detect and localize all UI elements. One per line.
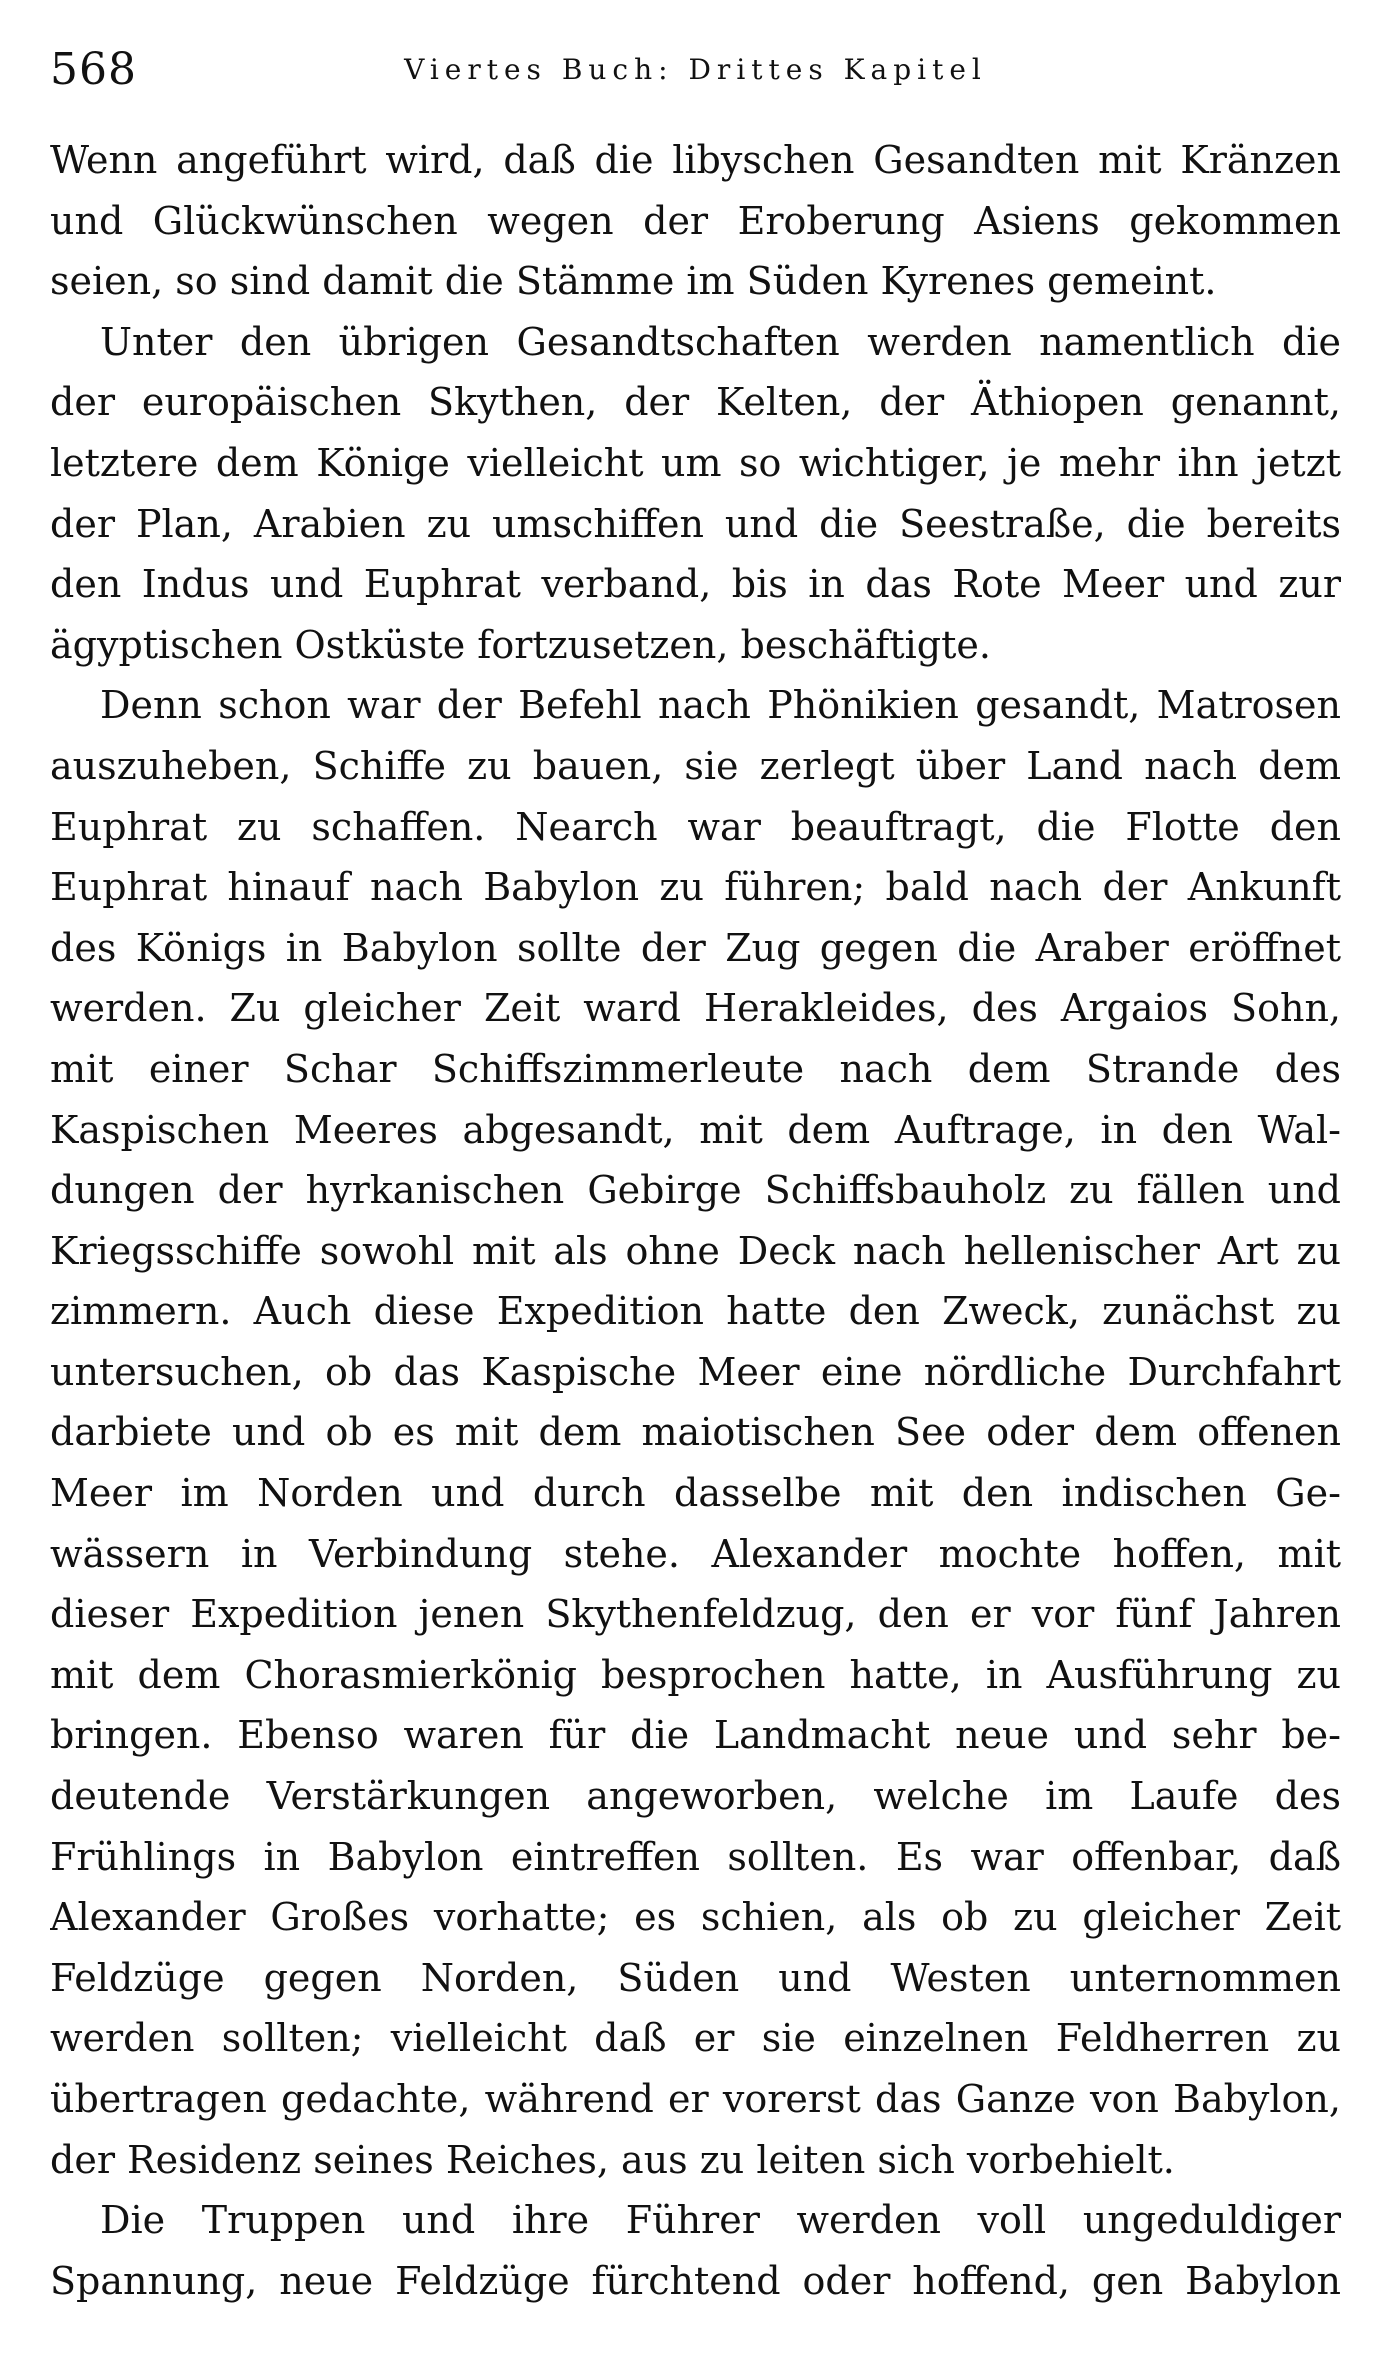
text-line: mit einer Schar Schiffszimmerleute nach dem Strande des — [50, 1046, 1341, 1091]
text-line: wässern in Verbindung stehe. Alexander mochte hoffen, mit — [50, 1531, 1341, 1576]
text-line: des Königs in Babylon sollte der Zug gegen die Araber eröffnet — [50, 925, 1341, 970]
page-number: 568 — [50, 44, 137, 95]
text-line: ägyptischen Ostküste fortzusetzen, beschäftigte. — [50, 622, 991, 667]
text-line: dungen der hyrkanischen Gebirge Schiffsbauholz zu fällen und — [50, 1168, 1341, 1213]
text-line: Unter den übrigen Gesandtschaften werden namentlich die — [100, 319, 1341, 364]
text-line: Spannung, neue Feldzüge fürchtend oder hoffend, gen Babylon — [50, 2258, 1341, 2303]
text-line: Alexander Großes vorhatte; es schien, als ob zu gleicher Zeit — [50, 1895, 1341, 1940]
text-line: Euphrat zu schaffen. Nearch war beauftragt, die Flotte den — [50, 804, 1341, 849]
text-line: untersuchen, ob das Kaspische Meer eine nördliche Durchfahrt — [50, 1349, 1341, 1394]
text-line: Denn schon war der Befehl nach Phönikien gesandt, Matrosen — [100, 683, 1341, 728]
text-line: der europäischen Skythen, der Kelten, der Äthiopen genannt, — [50, 380, 1341, 425]
text-line: werden sollten; vielleicht daß er sie einzelnen Feldherren zu — [50, 2016, 1341, 2061]
page-header — [50, 40, 1341, 100]
text-line: Wenn angeführt wird, daß die libyschen Gesandten mit Kränzen — [50, 138, 1341, 182]
text-line: Feldzüge gegen Norden, Süden und Westen unternommen — [50, 1955, 1341, 2000]
text-line: seien, so sind damit die Stämme im Süden Kyrenes gemeint. — [50, 259, 1217, 304]
text-line: bringen. Ebenso waren für die Landmacht neue und sehr be- — [50, 1713, 1341, 1758]
text-line: zimmern. Auch diese Expedition hatte den Zweck, zunächst zu — [50, 1289, 1341, 1334]
text-line: übertragen gedachte, während er vorerst das Ganze von Babylon, — [50, 2077, 1341, 2121]
text-line: Die Truppen und ihre Führer werden voll ungeduldiger — [100, 2198, 1341, 2243]
paragraph — [50, 312, 1341, 676]
text-line: der Residenz seines Reiches, aus zu leiten sich vorbehielt. — [50, 2137, 1175, 2182]
text-line: Frühlings in Babylon eintreffen sollten. Es war offenbar, daß — [50, 1834, 1341, 1879]
running-head: Viertes Buch: Drittes Kapitel — [404, 53, 987, 86]
text-line: letztere dem Könige vielleicht um so wichtiger, je mehr ihn jetzt — [50, 440, 1341, 485]
paragraph — [50, 130, 1341, 312]
paragraph — [50, 2190, 1341, 2311]
text-line: Euphrat hinauf nach Babylon zu führen; bald nach der Ankunft — [50, 865, 1341, 910]
text-line: darbiete und ob es mit dem maiotischen See oder dem offenen — [50, 1410, 1341, 1455]
text-line: mit dem Chorasmierkönig besprochen hatte, in Ausführung zu — [50, 1652, 1341, 1697]
text-line: und Glückwünschen wegen der Eroberung Asiens gekommen — [50, 198, 1341, 243]
text-line: Kriegsschiffe sowohl mit als ohne Deck nach hellenischer Art zu — [50, 1228, 1341, 1273]
text-line: auszuheben, Schiffe zu bauen, sie zerlegt über Land nach dem — [50, 743, 1341, 788]
text-line: Meer im Norden und durch dasselbe mit den indischen Ge- — [50, 1471, 1341, 1516]
text-line: der Plan, Arabien zu umschiffen und die Seestraße, die bereits — [50, 501, 1341, 546]
body-text — [50, 130, 1341, 2311]
text-line: werden. Zu gleicher Zeit ward Herakleides, des Argaios Sohn, — [50, 986, 1341, 1031]
text-line: deutende Verstärkungen angeworben, welche im Laufe des — [50, 1774, 1341, 1819]
text-line: dieser Expedition jenen Skythenfeldzug, den er vor fünf Jahren — [50, 1592, 1341, 1637]
text-line: den Indus und Euphrat verband, bis in das Rote Meer und zur — [50, 562, 1341, 607]
paragraph — [50, 675, 1341, 2190]
text-line: Kaspischen Meeres abgesandt, mit dem Auftrage, in den Wal- — [50, 1107, 1341, 1152]
